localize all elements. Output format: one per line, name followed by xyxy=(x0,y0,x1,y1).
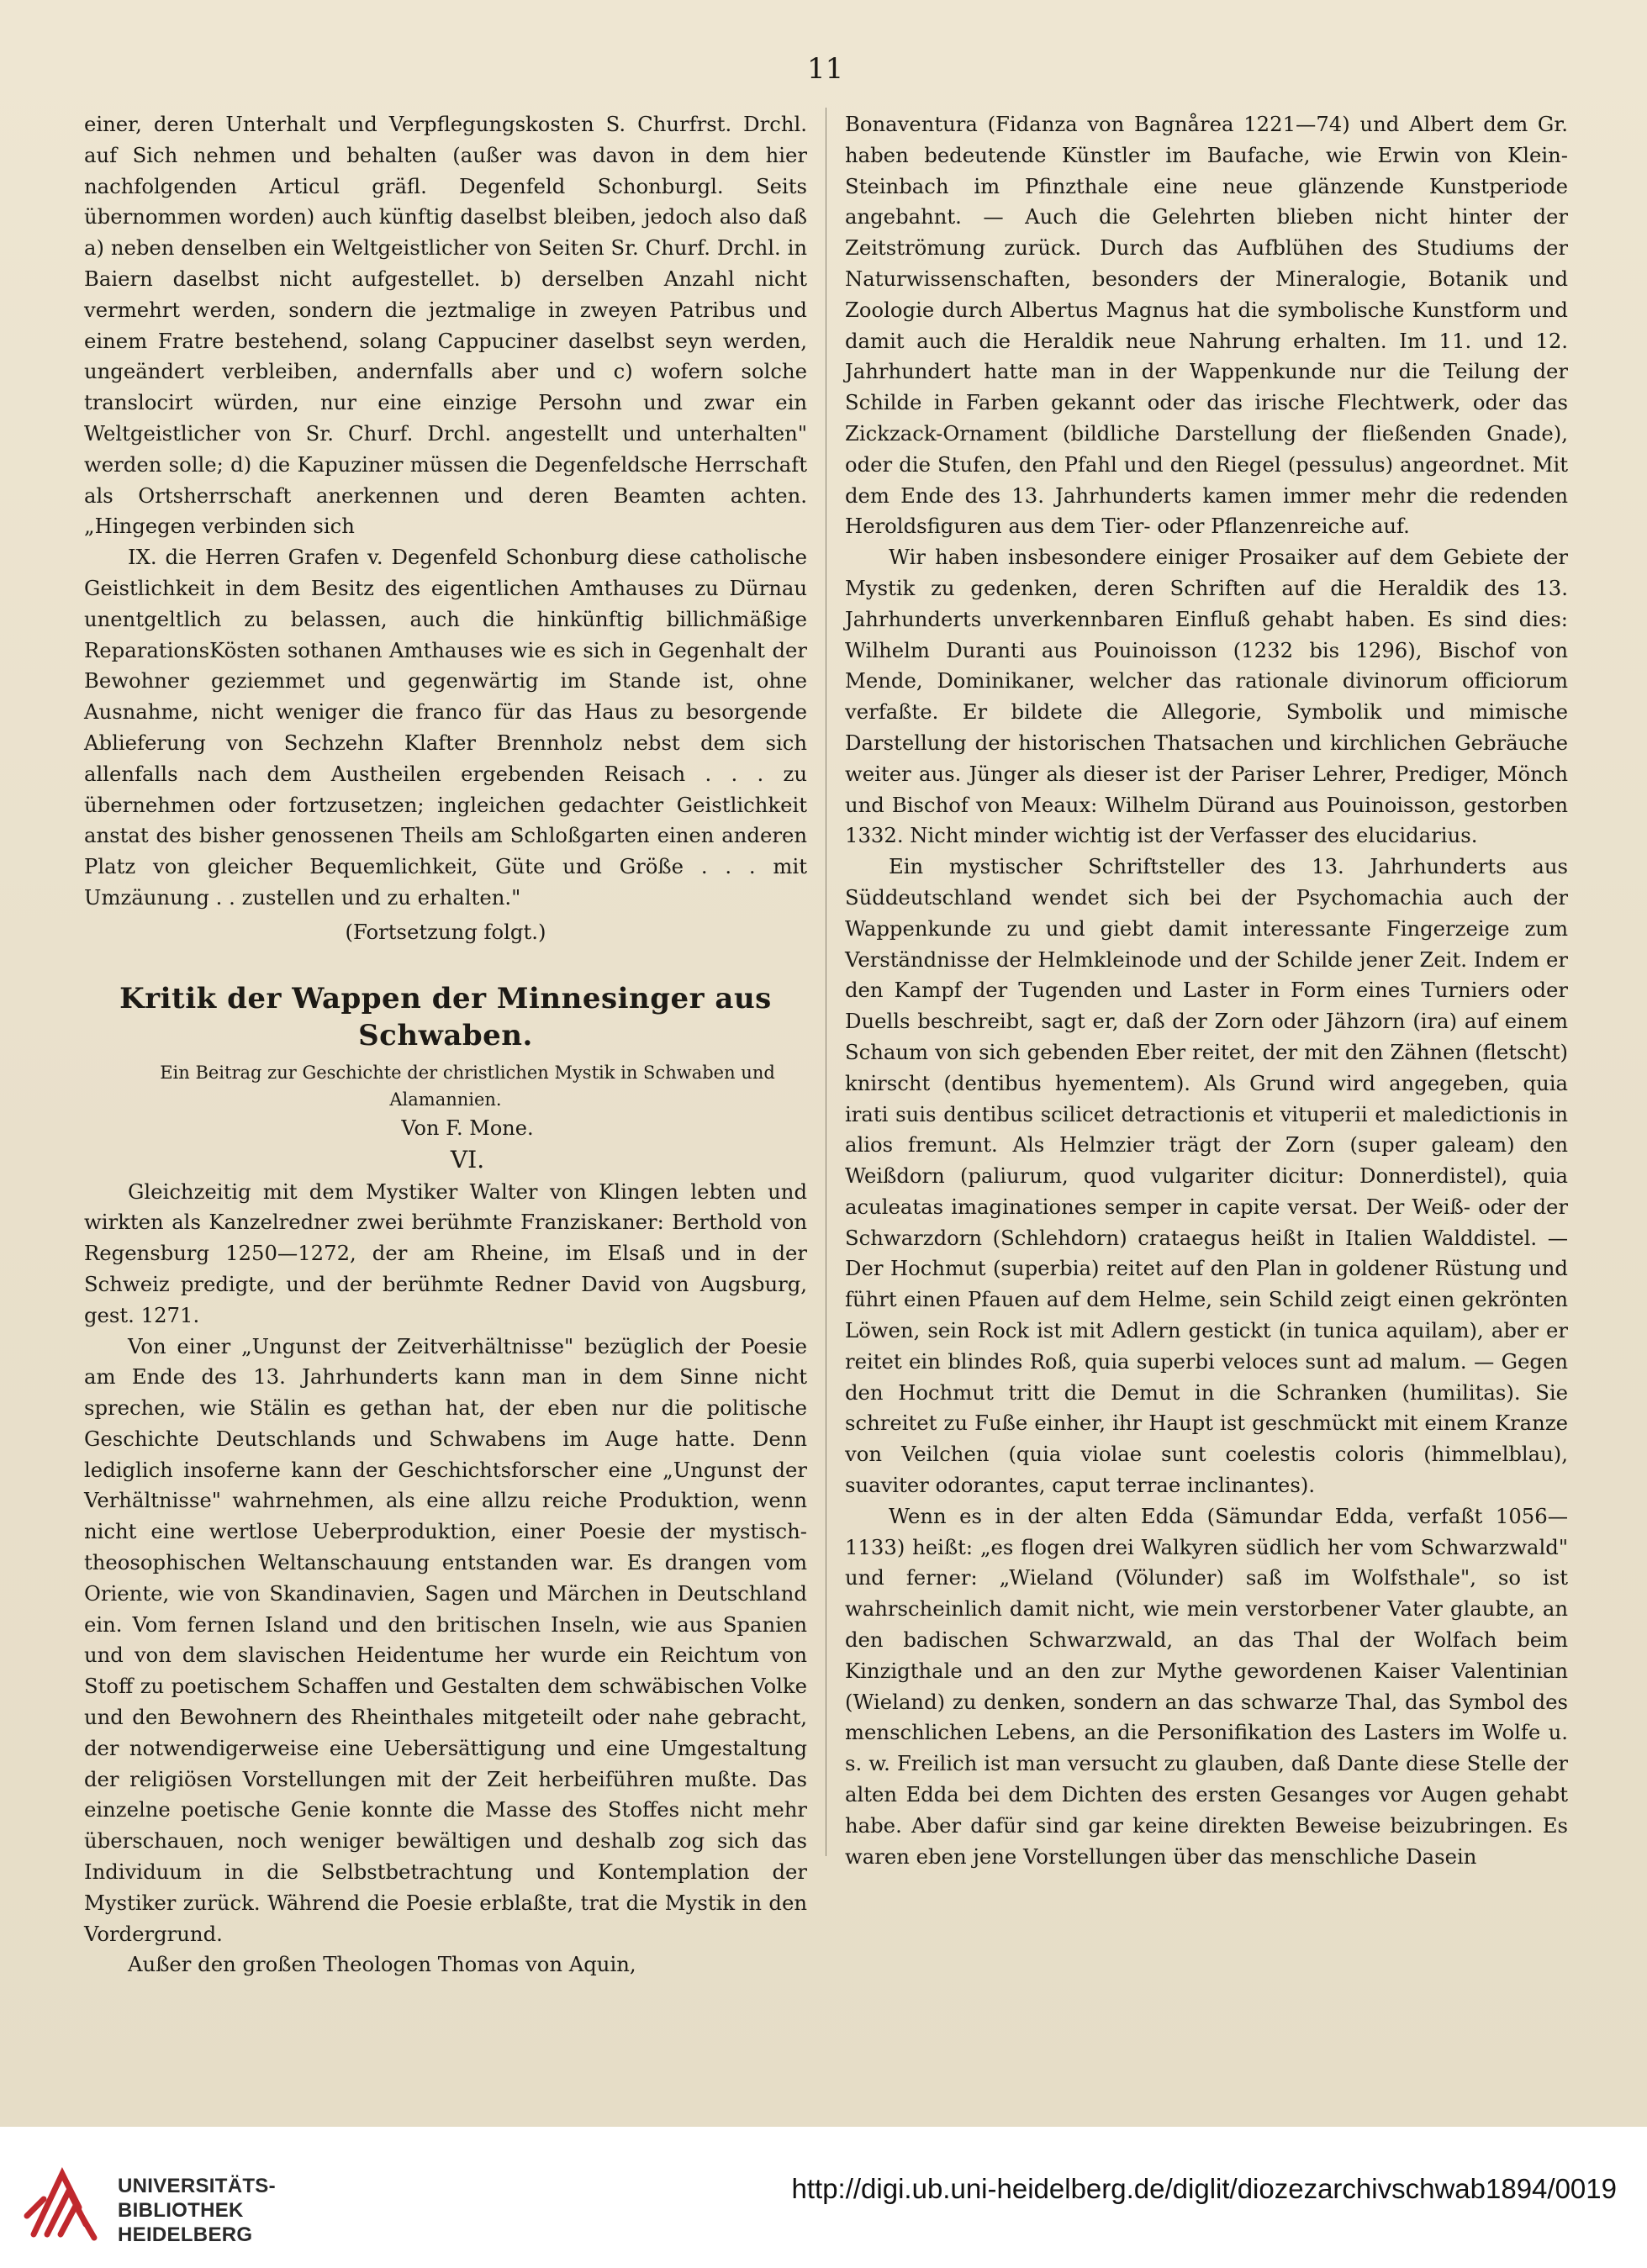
paragraph: Wenn es in der alten Edda (Sämundar Edda, verfaßt 1056—1133) heißt: „es flogen drei Walkyren südlich her vom Schwarzwald" und ferner: „Wieland (Völunder) saß im Wolfsthale", so ist wahrscheinlich damit nicht, wie mein verstorbener Vater glaubte, an den badischen Schwarzwald, an das Thal der Wolfach beim Kinzigthale und an den zur Mythe gewordenen Kaiser Valentinian (Wieland) zu denken, sondern an das schwarze Thal, das Symbol des menschlichen Lebens, an die Personifikation des Lasters im Wolfe u. s. w. Freilich ist man versucht zu glauben, daß Dante diese Stelle der alten Edda bei dem Dichten des ersten Gesanges vor Augen gehabt habe. Aber dafür sind gar keine direkten Beweise beizubringen. Es waren eben jene Vorstellungen über das menschliche Dasein xyxy=(845,1503,1568,1869)
right-column xyxy=(845,109,1568,1872)
section-number: VI. xyxy=(450,1145,485,1174)
continuation-note: (Fortsetzung folgt.) xyxy=(345,919,546,944)
library-name-line: HEIDELBERG xyxy=(118,2223,253,2246)
library-name xyxy=(118,2174,276,2247)
article-subtitle: Ein Beitrag zur Geschichte der christlichen Mystik in Schwaben und Alamannien. xyxy=(160,1062,775,1110)
paragraph: Ein mystischer Schriftsteller des 13. Jahrhunderts aus Süddeutschland wendet sich bei der Psychomachia auch der Wappenkunde zu und giebt damit interessante Fingerzeige zum Verständnisse der Helmkleinode und der Schilde jener Zeit. Indem er den Kampf der Tugenden und Laster in Form eines Turniers oder Duells beschreibt, sagt er, daß der Zorn oder Jähzorn (ira) auf einem Schaum von sich gebenden Eber reitet, der mit den Zähnen (fletscht) knirscht (dentibus hyementem). Als Grund wird angegeben, quia irati suis dentibus scilicet detractionis et vituperii et maledictionis in alios fremunt. Als Helmzier trägt der Zorn (super galeam) den Weißdorn (paliurum, quod vulgariter dicitur: Donnerdistel), quia aculeatas imaginationes semper in capite versat. Der Weiß- oder der Schwarzdorn (Schlehdorn) crataegus heißt in Italien Walddistel. — Der Hochmut (superbia) reitet auf den Plan in goldener Rüstung und führt einen Pfauen auf dem Helme, sein Schild zeigt einen gekrönten Löwen, sein Rock ist mit Adlern gestickt (in tunica aquilam), aber er reitet ein blindes Roß, quia superbi veloces sunt ad malum. — Gegen den Hochmut tritt die Demut in die Schranken (humilitas). Sie schreitet zu Fuße einher, ihr Haupt ist geschmückt mit einem Kranze von Veilchen (quia violae sunt coelestis coloris (himmelblau), suaviter odorantes, caput terrae inclinantes). xyxy=(845,854,1568,1498)
paragraph: IX. die Herren Grafen v. Degenfeld Schonburg diese catholische Geistlichkeit in dem Besitz des eigentlichen Amthauses zu Dürnau unentgeltlich zu belassen, auch die hinkünftig billichmäßige ReparationsKösten sothanen Amthauses wie es sich in Gegenhalt der Bewohner geziemmet und gegenwärtig im Stande ist, ohne Ausnahme, nicht weniger die franco für das Haus zu besorgende Ablieferung von Sechzehn Klafter Brennholz nebst dem sich allenfalls nach dem Austheilen ergebenden Reisach . . . zu übernehmen oder fortzusetzen; ingleichen gedachter Geistlichkeit anstat des bisher genossenen Theils am Schloßgarten einen anderen Platz von gleicher Bequemlichkeit, Güte und Größe . . . mit Umzäunung . . zustellen und zu erhalten." xyxy=(84,545,807,910)
ub-heidelberg-logo-icon xyxy=(18,2157,111,2250)
article-title: Kritik der Wappen der Minnesinger aus Schwaben. xyxy=(119,981,772,1052)
library-name-line: BIBLIOTHEK xyxy=(118,2199,244,2222)
library-name-line: UNIVERSITÄTS- xyxy=(118,2175,276,2197)
source-url[interactable]: http://digi.ub.uni-heidelberg.de/diglit/diozezarchivschwab1894/0019 xyxy=(791,2173,1617,2204)
paragraph: Von einer „Ungunst der Zeitverhältnisse" bezüglich der Poesie am Ende des 13. Jahrhunderts kann man in dem Sinne nicht sprechen, wie Stälin es gethan hat, der eben nur die politische Geschichte Deutschlands und Schwabens im Auge hatte. Denn lediglich insoferne kann der Geschichtsforscher eine „Ungunst der Verhältnisse" wahrnehmen, als eine allzu reiche Produktion, wenn nicht eine wertlose Ueberproduktion, einer Poesie der mystisch-theosophischen Weltanschauung entstanden war. Es drangen vom Oriente, wie von Skandinavien, Sagen und Märchen in Deutschland ein. Vom fernen Island und den britischen Inseln, wie aus Spanien und von dem slavischen Heidentume her wurde ein Reichtum von Stoff zu poetischem Schaffen und Gestalten dem schwäbischen Volke und den Bewohnern des Rheinthales mitgeteilt oder nahe gebracht, der notwendigerweise eine Uebersättigung und eine Umgestaltung der religiösen Vorstellungen mit der Zeit herbeiführen mußte. Das einzelne poetische Genie konnte die Masse des Stoffes nicht mehr überschauen, noch weniger bewältigen und deshalb zog sich das Individuum in die Selbstbetrachtung und Kontemplation der Mystiker zurück. Während die Poesie erblaßte, trat die Mystik in den Vordergrund. xyxy=(84,1333,807,1946)
page-number: 11 xyxy=(807,52,844,86)
footer-bar xyxy=(0,2127,1647,2268)
paragraph: Gleichzeitig mit dem Mystiker Walter von Klingen lebten und wirkten als Kanzelredner zwei berühmte Franziskaner: Berthold von Regensburg 1250—1272, der am Rheine, im Elsaß und in der Schweiz predigte, und der berühmte Redner David von Augsburg, gest. 1271. xyxy=(84,1179,807,1327)
paragraph: Wir haben insbesondere einiger Prosaiker auf dem Gebiete der Mystik zu gedenken, deren Schriften auf die Heraldik des 13. Jahrhunderts unverkennbaren Einfluß gehabt haben. Es sind dies: Wilhelm Duranti aus Pouinoisson (1232 bis 1296), Bischof von Mende, Dominikaner, welcher das rationale divinorum officiorum verfaßte. Er bildete die Allegorie, Symbolik und mimische Darstellung der historischen Thatsachen und kirchlichen Gebräuche weiter aus. Jünger als dieser ist der Pariser Lehrer, Prediger, Mönch und Bischof von Meaux: Wilhelm Dürand aus Pouinoisson, gestorben 1332. Nicht minder wichtig ist der Verfasser des elucidarius. xyxy=(845,545,1568,848)
paragraph: Außer den großen Theologen Thomas von Aquin, xyxy=(128,1952,636,1977)
article-author: Von F. Mone. xyxy=(401,1116,534,1140)
paragraph: einer, deren Unterhalt und Verpflegungskosten S. Churfrst. Drchl. auf Sich nehmen und behalten (außer was davon in dem hier nachfolgenden Articul gräfl. Degenfeld Schonburgl. Seits übernommen worden) auch künftig daselbst bleiben, jedoch also daß a) neben denselben ein Weltgeistlicher von Seiten Sr. Churf. Drchl. in Baiern daselbst nicht aufgestellet. b) derselben Anzahl nicht vermehrt werden, sondern die jeztmalige in zweyen Patribus und einem Fratre bestehend, solang Cappuciner daselbst seyn werden, ungeändert verbleiben, andernfalls aber und c) wofern solche translocirt würden, nur eine einzige Persohn und zwar ein Weltgeistlicher von Sr. Churf. Drchl. angestellt und unterhalten" werden solle; d) die Kapuziner müssen die Degenfeldsche Herrschaft als Ortsherrschaft anerkennen und deren Beamten achten. „Hingegen verbinden sich xyxy=(84,112,807,539)
left-column xyxy=(84,109,807,1981)
paragraph: Bonaventura (Fidanza von Bagnårea 1221—74) und Albert dem Gr. haben bedeutende Künstler im Baufache, wie Erwin von Klein-Steinbach im Pfinzthale eine neue glänzende Kunstperiode angebahnt. — Auch die Gelehrten blieben nicht hinter der Zeitströmung zurück. Durch das Aufblühen des Studiums der Naturwissenschaften, besonders der Mineralogie, Botanik und Zoologie durch Albertus Magnus hat die symbolische Kunstform und damit auch die Heraldik neue Nahrung erhalten. Im 11. und 12. Jahrhundert hatte man in der Wappenkunde nur die Teilung der Schilde in Farben gekannt oder das irische Flechtwerk, oder das Zickzack-Ornament (bildliche Darstellung der fließenden Gnade), oder die Stufen, den Pfahl und den Riegel (pessulus) angeordnet. Mit dem Ende des 13. Jahrhunderts kamen immer mehr die redenden Heroldsfiguren aus dem Tier- oder Pflanzenreiche auf. xyxy=(845,112,1568,539)
